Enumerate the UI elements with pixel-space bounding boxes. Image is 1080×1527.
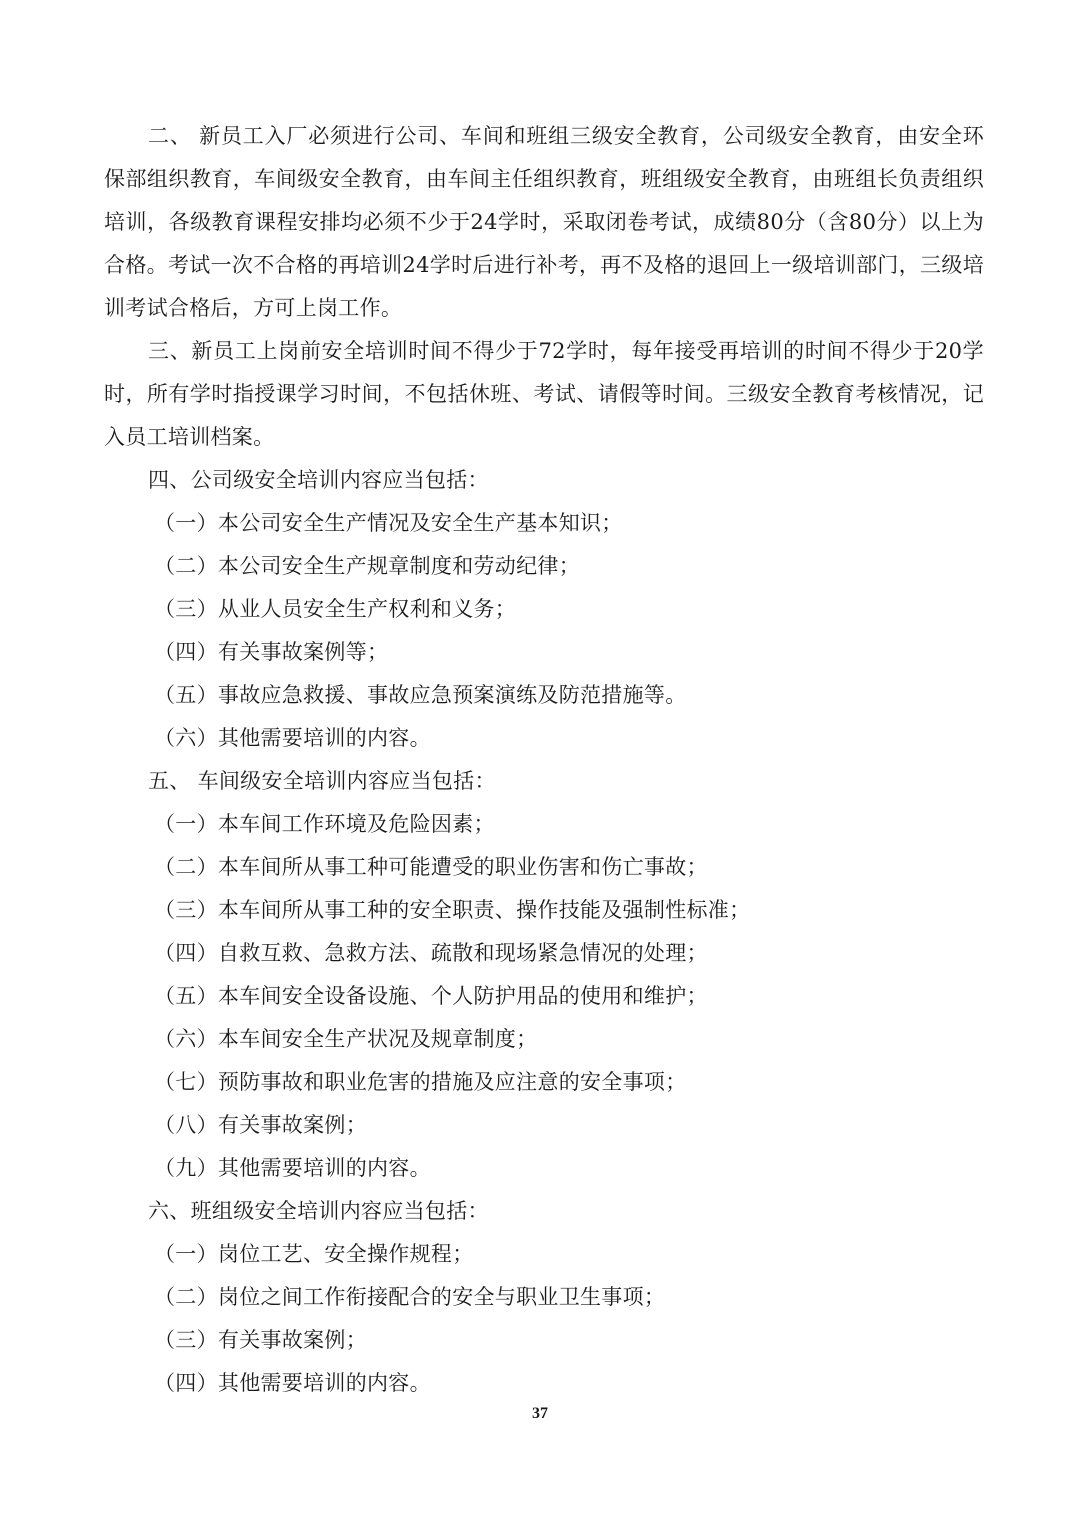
document-body <box>104 115 984 1405</box>
list-item: （四）有关事故案例等； <box>154 640 389 664</box>
section-five-heading: 五、 车间级安全培训内容应当包括： <box>148 769 496 793</box>
section-six-heading: 六、班组级安全培训内容应当包括： <box>148 1199 489 1223</box>
list-item: （二）本公司安全生产规章制度和劳动纪律； <box>154 554 580 578</box>
section-four-heading: 四、公司级安全培训内容应当包括： <box>148 468 489 492</box>
paragraph-three: 三、新员工上岗前安全培训时间不得少于72学时，每年接受再培训的时间不得少于20学时，所有学时指授课学习时间，不包括休班、考试、请假等时间。三级安全教育考核情况，记入员工培训档案。 <box>104 339 984 449</box>
list-item: （一）本公司安全生产情况及安全生产基本知识； <box>154 511 623 535</box>
list-item: （四）其他需要培训的内容。 <box>154 1371 431 1395</box>
list-item: （八）有关事故案例； <box>154 1113 367 1137</box>
list-item: （一）本车间工作环境及危险因素； <box>154 812 495 836</box>
list-item: （三）从业人员安全生产权利和义务； <box>154 597 517 621</box>
list-item: （一）岗位工艺、安全操作规程； <box>154 1242 474 1266</box>
list-item: （三）本车间所从事工种的安全职责、操作技能及强制性标准； <box>154 898 751 922</box>
list-item: （五）本车间安全设备设施、个人防护用品的使用和维护； <box>154 984 708 1008</box>
list-item: （六）其他需要培训的内容。 <box>154 726 431 750</box>
list-item: （三）有关事故案例； <box>154 1328 367 1352</box>
list-item: （二）岗位之间工作衔接配合的安全与职业卫生事项； <box>154 1285 666 1309</box>
list-item: （五）事故应急救援、事故应急预案演练及防范措施等。 <box>154 683 687 707</box>
paragraph-two: 二、 新员工入厂必须进行公司、车间和班组三级安全教育，公司级安全教育，由安全环保部组织教育，车间级安全教育，由车间主任组织教育，班组级安全教育，由班组长负责组织培训，各级教育课程安排均必须不少于24学时，采取闭卷考试，成绩80分（含80分）以上为合格。考试一次不合格的再培训24学时后进行补考，再不及格的退回上一级培训部门，三级培训考试合格后，方可上岗工作。 <box>104 124 984 320</box>
list-item: （二）本车间所从事工种可能遭受的职业伤害和伤亡事故； <box>154 855 708 879</box>
list-item: （九）其他需要培训的内容。 <box>154 1156 431 1180</box>
list-item: （六）本车间安全生产状况及规章制度； <box>154 1027 538 1051</box>
list-item: （四）自救互救、急救方法、疏散和现场紧急情况的处理； <box>154 941 708 965</box>
page-number: 37 <box>532 1405 548 1422</box>
list-item: （七）预防事故和职业危害的措施及应注意的安全事项； <box>154 1070 687 1094</box>
